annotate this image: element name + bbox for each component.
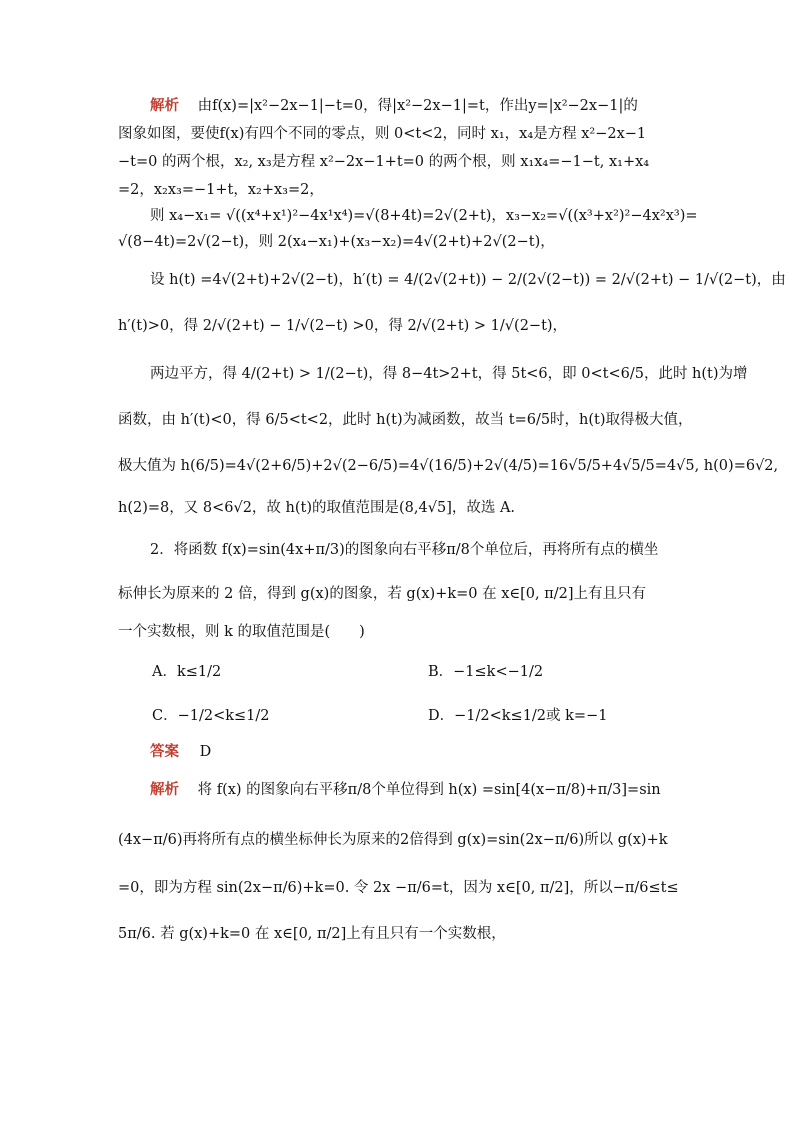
solution1-line-12: h(2)=8，又 8<6√2，故 h(t)的取值范围是(8,4√5]，故选 A.	[118, 500, 516, 516]
solution1-line-7: 设 h(t) =4√(2+t)+2√(2−t)，h′(t) = 4/(2√(2+t)) − 2/(2√(2−t)) = 2/√(2+t) − 1/√(2−t)，由	[150, 272, 786, 288]
solution2-line-2: (4x−π/6)再将所有点的横坐标伸长为原来的2倍得到 g(x)=sin(2x−π/6)所以 g(x)+k	[118, 832, 668, 848]
answer-value: D	[199, 744, 212, 760]
solution1-line-8: h′(t)>0，得 2/√(2+t) − 1/√(2−t) >0，得 2/√(2+t) > 1/√(2−t)，	[118, 318, 568, 334]
solution1-line-11: 极大值为 h(6/5)=4√(2+6/5)+2√(2−6/5)=4√(16/5)+2√(4/5)=16√5/5+4√5/5=4√5, h(0)=6√2,	[118, 458, 779, 474]
answer-line	[150, 742, 678, 762]
solution1-label: 解析	[150, 97, 179, 114]
solution2-line-4: 5π/6. 若 g(x)+k=0 在 x∈[0, π/2]上有且只有一个实数根，	[118, 926, 506, 942]
solution1-line-4: =2，x₂x₃=−1+t，x₂+x₃=2，	[118, 182, 324, 198]
answer-label: 答案	[150, 743, 179, 760]
solution1-line-2: 图象如图，要使f(x)有四个不同的零点，则 0<t<2，同时 x₁，x₄是方程 x²−2x−1	[118, 126, 647, 142]
question2-line-3: 一个实数根，则 k 的取值范围是( )	[118, 624, 365, 640]
solution2-line-1	[150, 780, 678, 800]
question2-line-2: 标伸长为原来的 2 倍，得到 g(x)的图象，若 g(x)+k=0 在 x∈[0, π/2]上有且只有	[118, 586, 647, 602]
solution1-line-9: 两边平方，得 4/(2+t) > 1/(2−t)，得 8−4t>2+t，得 5t<6，即 0<t<6/5，此时 h(t)为增	[150, 366, 748, 382]
option-d: D．−1/2<k≤1/2或 k=−1	[428, 708, 608, 724]
question2-line-1: 2．将函数 f(x)=sin(4x+π/3)的图象向右平移π/8个单位后，再将所有点的横坐	[150, 542, 659, 558]
solution2-text: 将 f(x) 的图象向右平移π/8个单位得到 h(x) =sin[4(x−π/8)+π/3]=sin	[197, 782, 661, 798]
option-b: B．−1≤k<−1/2	[428, 664, 544, 680]
solution1-line-10: 函数，由 h′(t)<0，得 6/5<t<2，此时 h(t)为减函数，故当 t=6/5时，h(t)取得极大值，	[118, 412, 693, 428]
solution2-label: 解析	[150, 781, 179, 798]
solution1-text: 由f(x)=|x²−2x−1|−t=0，得|x²−2x−1|=t，作出y=|x²−2x−1|的	[197, 98, 638, 114]
solution1-line-3: −t=0 的两个根，x₂, x₃是方程 x²−2x−1+t=0 的两个根，则 x₁x₄=−1−t, x₁+x₄	[118, 154, 650, 170]
solution1-line-1	[150, 96, 678, 116]
solution2-line-3: =0，即为方程 sin(2x−π/6)+k=0. 令 2x −π/6=t，因为 x∈[0, π/2]，所以−π/6≤t≤	[118, 880, 679, 896]
solution1-line-6: √(8−4t)=2√(2−t)，则 2(x₄−x₁)+(x₃−x₂)=4√(2+t)+2√(2−t)，	[118, 234, 555, 250]
option-c: C．−1/2<k≤1/2	[152, 708, 270, 724]
option-a: A．k≤1/2	[152, 664, 222, 680]
solution1-line-5: 则 x₄−x₁= √((x⁴+x¹)²−4x¹x⁴)=√(8+4t)=2√(2+t)，x₃−x₂=√((x³+x²)²−4x²x³)=	[150, 208, 698, 224]
